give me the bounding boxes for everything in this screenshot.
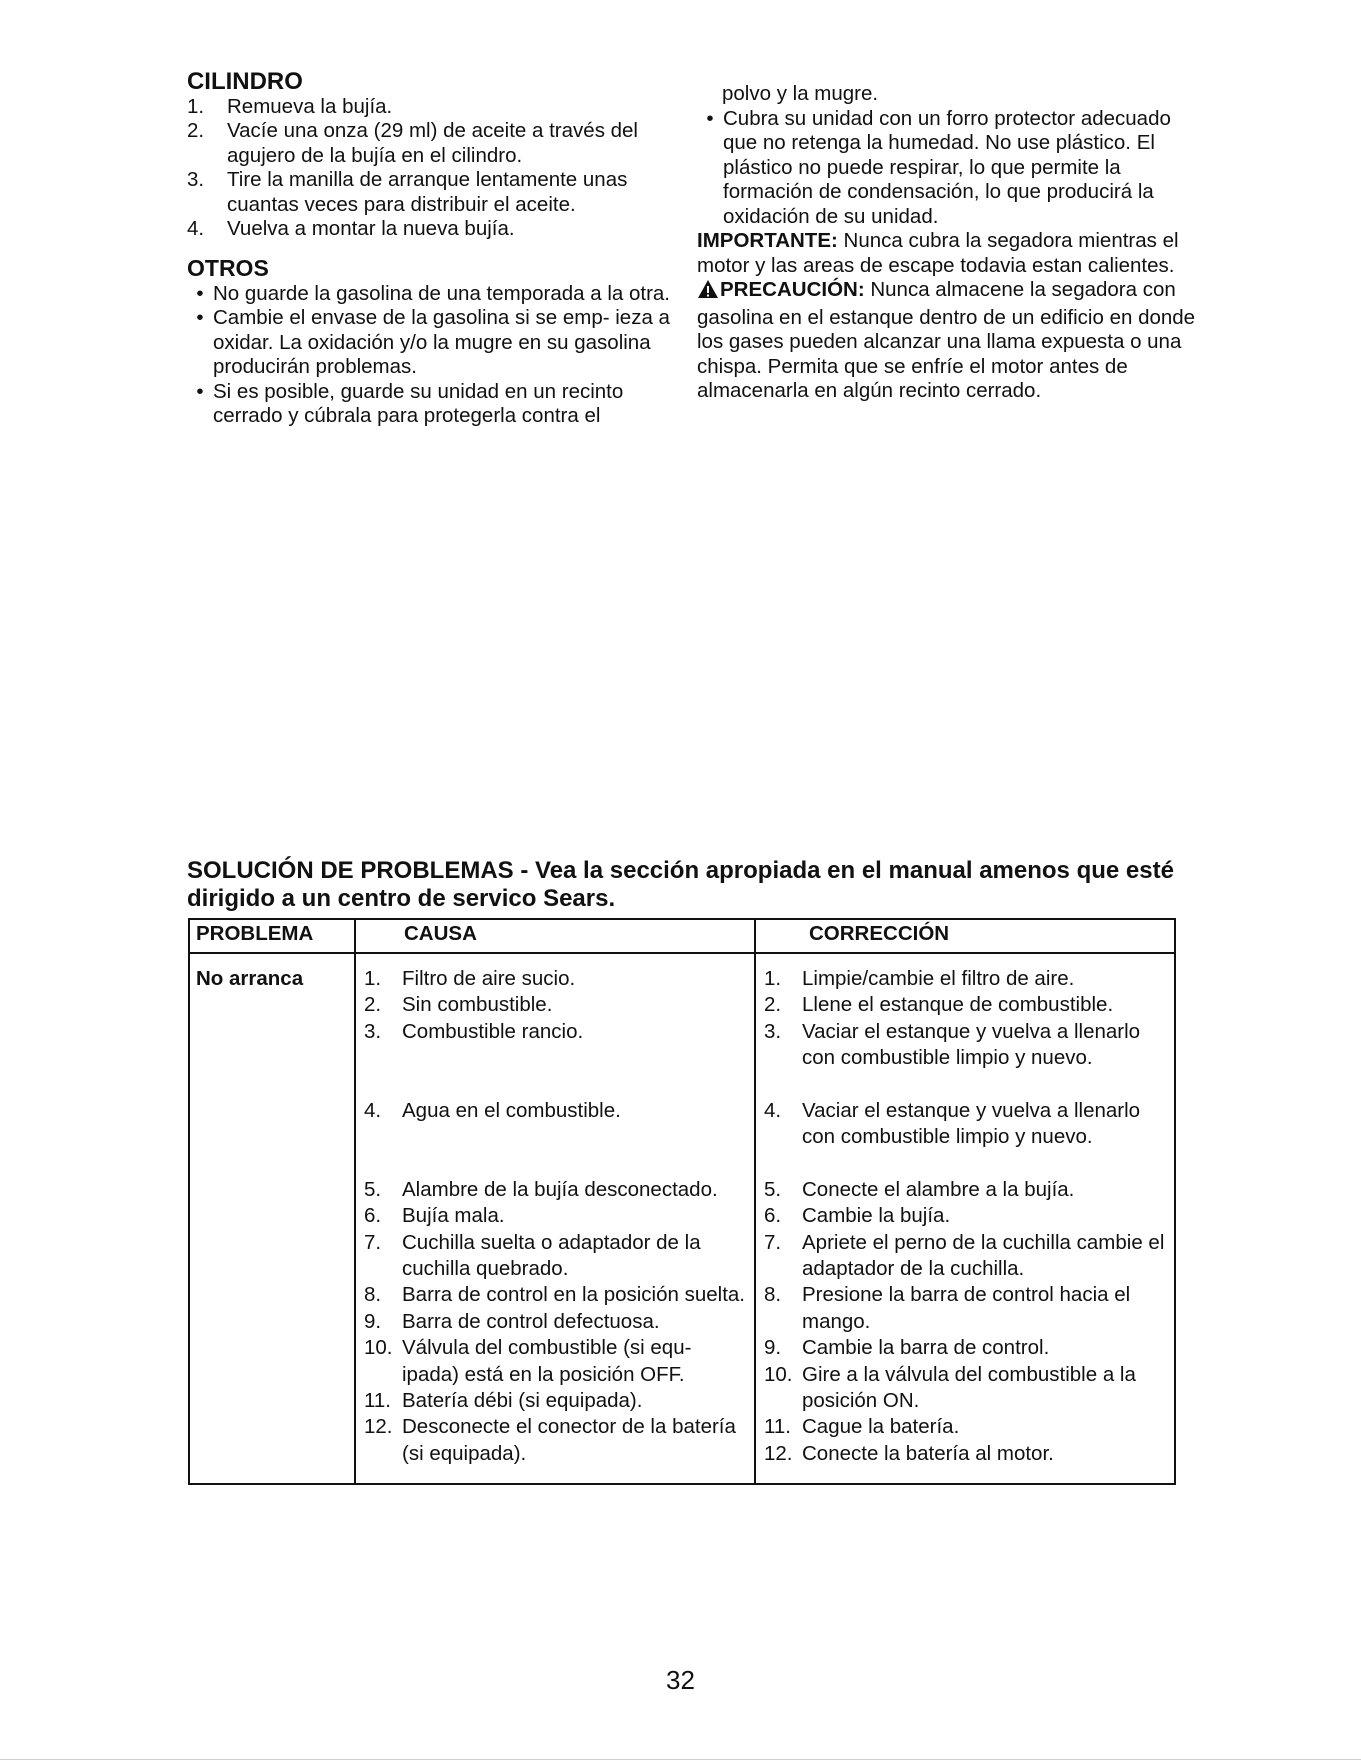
fix-text: Vaciar el estanque y vuelva a llenarlo con combustible limpio y nuevo. [802, 1098, 1141, 1149]
list-item [756, 1177, 1174, 1203]
cause-number: 3. [364, 1019, 382, 1043]
left-column [187, 70, 677, 429]
list-item [356, 1282, 754, 1308]
step-number: 2. [187, 119, 205, 142]
cause-number: 9. [364, 1309, 382, 1333]
cause-text: Bujía mala. [402, 1204, 505, 1228]
list-item [356, 1309, 754, 1335]
table-header-row [189, 919, 1175, 953]
fix-number: 10. [764, 1362, 793, 1386]
cause-text: Cuchilla suelta o adaptador de la cuchilla quebrado. [402, 1230, 701, 1281]
problem-header: PROBLEMA [189, 919, 355, 953]
fix-text: Cague la batería. [802, 1415, 960, 1439]
cause-number: 7. [364, 1230, 382, 1254]
list-item [356, 966, 754, 992]
list-item [356, 1019, 754, 1098]
list-item [756, 966, 1174, 992]
correction-cell [755, 953, 1175, 1484]
important-text: Nunca cubra la segadora mientras el motor y las areas de escape todavia estan calientes. [697, 229, 1179, 277]
cause-number: 11. [364, 1389, 391, 1413]
correction-header: CORRECCIÓN [755, 919, 1175, 953]
cause-text: Sin combustible. [402, 993, 553, 1017]
cause-text: Desconecte el conector de la batería (si equipada). [402, 1415, 736, 1465]
caution-note [697, 278, 1197, 404]
step-text: Remueva la bujía. [227, 94, 393, 118]
troubleshooting-title: SOLUCIÓN DE PROBLEMAS - Vea la sección apropiada en el manual amenos que esté dirigido a un centro de servico Sears. [187, 857, 1174, 912]
step-number: 1. [187, 94, 205, 118]
cause-number: 5. [364, 1177, 382, 1201]
list-item [756, 1203, 1174, 1229]
bullet-icon: • [706, 106, 714, 130]
caution-label: PRECAUCIÓN: [720, 278, 865, 301]
troubleshooting-table [188, 918, 1176, 1485]
fix-text: Gire a la válvula del combustible a la posición ON. [802, 1362, 1136, 1413]
cause-header: CAUSA [355, 919, 755, 953]
bottom-divider [0, 1759, 1361, 1760]
cause-text: Barra de control defectuosa. [402, 1309, 660, 1333]
list-item [187, 119, 677, 168]
list-item [356, 1177, 754, 1203]
list-item [756, 1019, 1174, 1098]
cause-number: 4. [364, 1098, 382, 1122]
fix-number: 12. [764, 1441, 793, 1465]
problem-cell: No arranca [189, 953, 355, 1484]
cause-number: 1. [364, 967, 382, 990]
fix-text: Cambie la barra de control. [802, 1336, 1050, 1360]
fix-number: 9. [764, 1336, 782, 1360]
fix-text: Apriete el perno de la cuchilla cambie el adaptador de la cuchilla. [802, 1230, 1165, 1281]
list-item [187, 306, 677, 380]
cause-number: 6. [364, 1204, 382, 1228]
bullet-text: No guarde la gasolina de una temporada a la otra. [213, 281, 671, 305]
page-number: 32 [666, 1665, 695, 1695]
bullet-icon: • [196, 379, 204, 403]
list-item [187, 217, 677, 242]
bullet-text: Cubra su unidad con un forro protector adecuado que no retenga la humedad. No use plástico. El plástico no puede respirar, lo que permite la formación de condensación, lo que producirá la oxidación de su unidad. [723, 106, 1171, 228]
cause-number: 10. [364, 1336, 393, 1360]
correction-list [756, 966, 1174, 1467]
right-bullets [697, 107, 1197, 230]
list-item [356, 992, 754, 1018]
list-item [756, 1230, 1174, 1283]
list-item [756, 1335, 1174, 1361]
step-text: Vacíe una onza (29 ml) de aceite a través del agujero de la bujía en el cilindro. [227, 119, 638, 167]
step-text: Tire la manilla de arranque lentamente unas cuantas veces para distribuir el aceite. [227, 168, 628, 216]
list-item [356, 1203, 754, 1229]
fix-number: 5. [764, 1177, 782, 1201]
cause-text: Agua en el combustible. [402, 1098, 621, 1122]
important-note [697, 229, 1197, 278]
list-item [187, 380, 677, 429]
fix-text: Cambie la bujía. [802, 1204, 951, 1228]
cause-text: Filtro de aire sucio. [402, 967, 576, 990]
list-item [187, 168, 677, 217]
fix-number: 4. [764, 1098, 782, 1122]
list-item [756, 1414, 1174, 1440]
step-number: 4. [187, 217, 205, 240]
cilindro-title: CILINDRO [187, 68, 303, 95]
cause-number: 2. [364, 993, 382, 1017]
list-item [756, 992, 1174, 1018]
list-item [356, 1414, 754, 1467]
fix-number: 8. [764, 1283, 782, 1307]
fix-text: Limpie/cambie el filtro de aire. [802, 967, 1075, 990]
cause-cell [355, 953, 755, 1484]
list-item [697, 107, 1197, 230]
otros-bullets [187, 282, 677, 429]
cilindro-steps [187, 95, 677, 242]
fix-number: 2. [764, 993, 782, 1017]
right-column [697, 82, 1197, 404]
important-label: IMPORTANTE: [697, 229, 838, 252]
fix-text: Presione la barra de control hacia el mango. [802, 1283, 1131, 1333]
otros-title: OTROS [187, 254, 269, 281]
bullet-text: Cambie el envase de la gasolina si se emp- ieza a oxidar. La oxidación y/o la mugre en su gasolina producirán problemas. [213, 306, 670, 378]
step-number: 3. [187, 168, 205, 191]
list-item [187, 95, 677, 120]
fix-number: 7. [764, 1230, 782, 1254]
cause-text: Válvula del combustible (si equ- ipada) está en la posición OFF. [402, 1336, 692, 1386]
list-item [187, 282, 677, 307]
fix-text: Llene el estanque de combustible. [802, 993, 1114, 1017]
cause-number: 8. [364, 1283, 382, 1307]
list-item [756, 1441, 1174, 1467]
cause-text: Batería débi (si equipada). [402, 1389, 643, 1413]
list-item [756, 1098, 1174, 1177]
fix-text: Vaciar el estanque y vuelva a llenarlo con combustible limpio y nuevo. [802, 1019, 1141, 1070]
cause-number: 12. [364, 1415, 393, 1439]
list-item [356, 1230, 754, 1283]
bullet-icon: • [196, 306, 204, 329]
continuation-text: polvo y la mugre. [722, 82, 879, 105]
list-item [356, 1098, 754, 1177]
list-item [356, 1388, 754, 1414]
fix-number: 6. [764, 1204, 782, 1228]
list-item [756, 1282, 1174, 1335]
fix-number: 1. [764, 967, 782, 990]
cause-text: Combustible rancio. [402, 1019, 584, 1043]
bullet-text: Si es posible, guarde su unidad en un recinto cerrado y cúbrala para protegerla contra el [213, 379, 624, 427]
cause-list [356, 966, 754, 1467]
list-item [356, 1335, 754, 1388]
table-row [189, 953, 1175, 1484]
caution-text: Nunca almacene la segadora con gasolina en el estanque dentro de un edificio en donde los gases pueden alcanzar una llama expuesta o una chispa. Permita que se enfríe el motor antes de almacenarla en algún recinto cerrado. [697, 278, 1196, 402]
fix-text: Conecte la batería al motor. [802, 1441, 1054, 1465]
cause-text: Alambre de la bujía desconectado. [402, 1177, 718, 1201]
cause-text: Barra de control en la posición suelta. [402, 1283, 746, 1307]
fix-text: Conecte el alambre a la bujía. [802, 1177, 1075, 1201]
fix-number: 11. [764, 1415, 791, 1439]
list-item [756, 1362, 1174, 1415]
bullet-icon: • [196, 281, 204, 305]
step-text: Vuelva a montar la nueva bujía. [227, 217, 515, 240]
warning-icon [697, 279, 719, 306]
fix-number: 3. [764, 1019, 782, 1043]
